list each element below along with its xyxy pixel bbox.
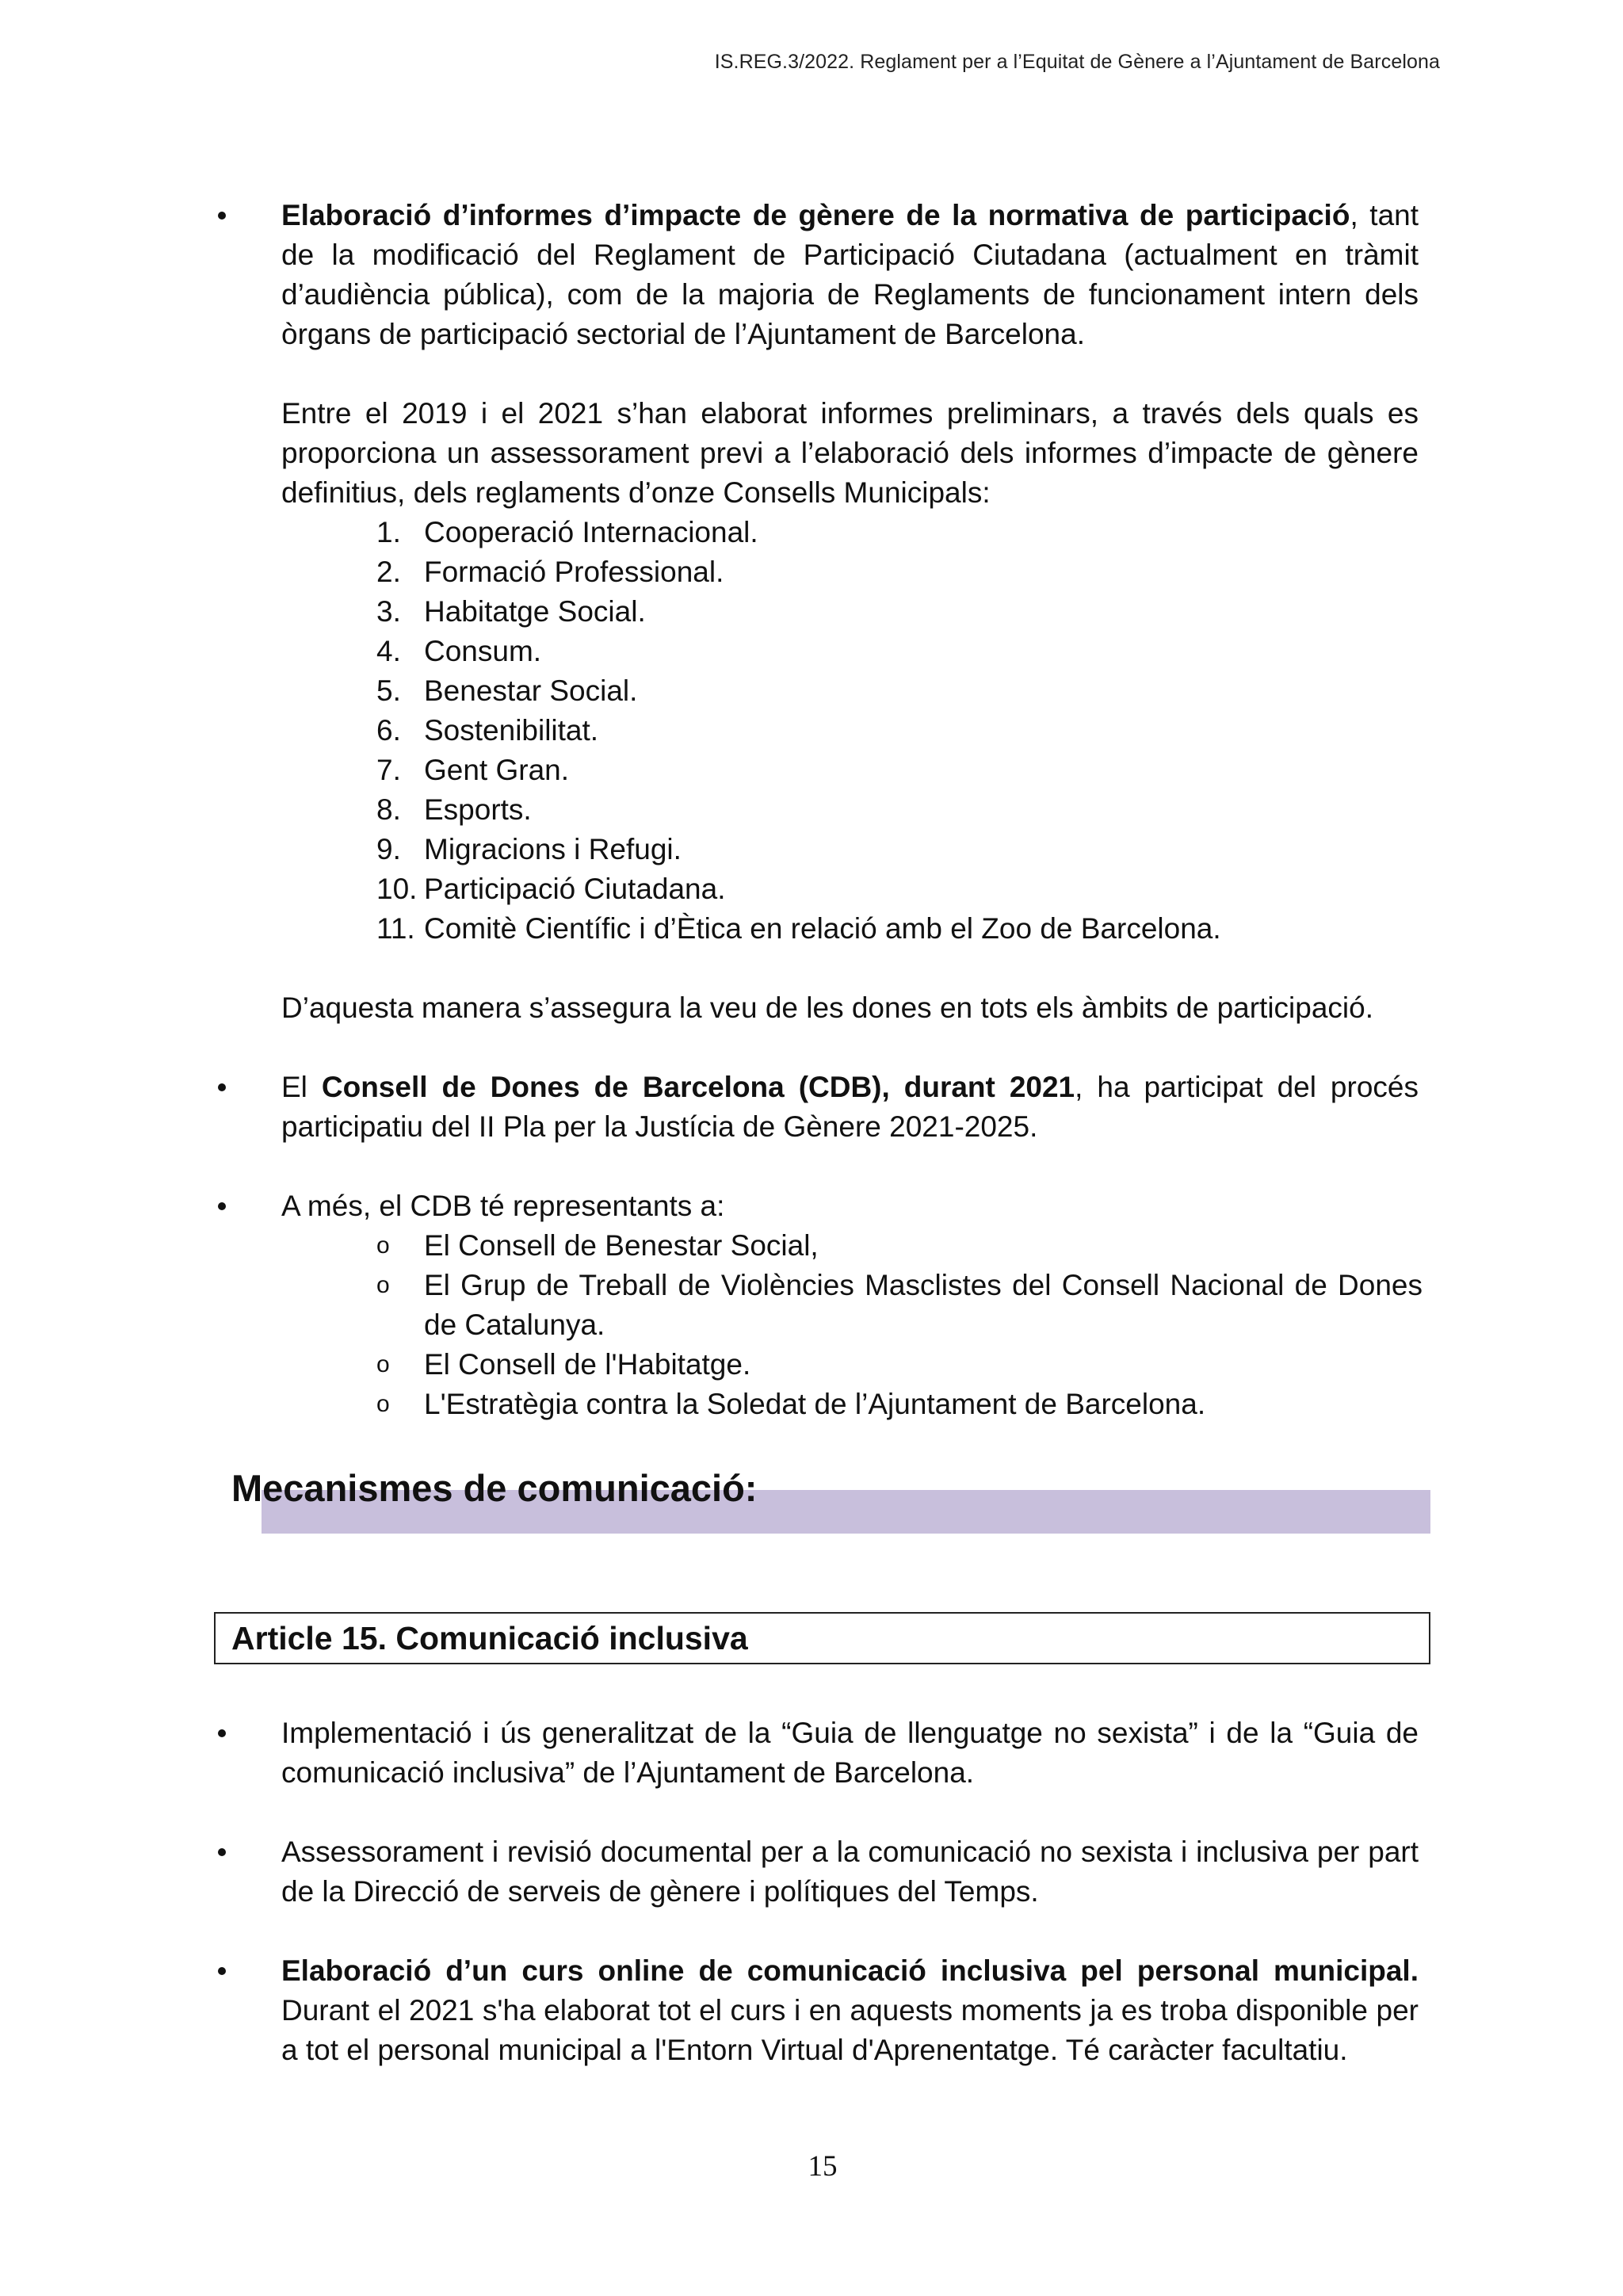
circle-bullet-icon: o: [376, 1351, 390, 1377]
list-item-text: Comitè Científic i d’Ètica en relació amb el Zoo de Barcelona.: [424, 912, 1221, 945]
list-item: [376, 1266, 1423, 1345]
article-title: Article 15. Comunicació inclusiva: [231, 1620, 748, 1656]
list-item: [376, 1226, 1423, 1266]
running-header: IS.REG.3/2022. Reglament per a l’Equitat de Gènere a l’Ajuntament de Barcelona: [714, 51, 1440, 73]
list-item-number: 11.: [376, 912, 415, 945]
list-item-number: 4.: [376, 635, 401, 667]
list-item-text: Esports.: [424, 793, 532, 826]
list-item-text: Habitatge Social.: [424, 595, 646, 628]
list-item-number: 9.: [376, 833, 401, 865]
bullet-paragraph: Implementació i ús generalitzat de la “Guia de llenguatge no sexista” i de la “Guia de comunicació inclusiva” de l’Ajuntament de Barcelona.: [281, 1717, 1419, 1789]
list-item-text: El Consell de l'Habitatge.: [424, 1348, 751, 1381]
bullet-text: [281, 1832, 1419, 1912]
paragraph-rest: Durant el 2021 s'ha elaborat tot el curs i en aquests moments ja es troba disponible per a tot el personal municipal a l'Entorn Virtual d'Aprenentatge. Té caràcter facultatiu.: [281, 1994, 1419, 2066]
list-item-text: El Consell de Benestar Social,: [424, 1229, 819, 1262]
list-item-number: 2.: [376, 556, 401, 588]
list-item-number: 10.: [376, 873, 418, 905]
list-item-text: Migracions i Refugi.: [424, 833, 682, 865]
list-item-text: Gent Gran.: [424, 754, 570, 786]
page-number: 15: [808, 2150, 838, 2183]
list-item-number: 1.: [376, 516, 401, 548]
bullet-text: A més, el CDB té representants a:: [281, 1190, 725, 1222]
circle-bullet-icon: o: [376, 1232, 390, 1259]
list-item-text: L'Estratègia contra la Soledat de l’Ajuntament de Barcelona.: [424, 1388, 1206, 1420]
bullet-text: [281, 1951, 1419, 2070]
bullet-icon: [218, 1083, 226, 1091]
list-item: [376, 1385, 1423, 1424]
list-item-number: 5.: [376, 674, 401, 707]
paragraph-rest: , tant de la modificació del Reglament de Participació Ciutadana (actualment en tràmit d’audiència pública), com de la majoria de Reglaments de funcionament intern dels òrgans de participació sectorial de l’Ajuntament de Barcelona.: [281, 199, 1419, 350]
paragraph-preliminary-reports: Entre el 2019 i el 2021 s’han elaborat informes preliminars, a través dels quals es proporciona un assessorament previ a l’elaboració dels informes d’impacte de gènere definitius, dels reglaments d’onze Consells Municipals:: [281, 397, 1419, 509]
circle-bullet-icon: o: [376, 1272, 390, 1298]
list-item-text: Consum.: [424, 635, 542, 667]
list-item-number: 7.: [376, 754, 401, 786]
bullet-icon: [218, 1729, 226, 1737]
paragraph-rest: , ha participat del procés participatiu del II Pla per la Justícia de Gènere 2021-2025.: [281, 1071, 1419, 1143]
bullet-icon: [218, 1202, 226, 1210]
list-item-text: Sostenibilitat.: [424, 714, 599, 747]
list-item-number: 8.: [376, 793, 401, 826]
text-prefix: El: [281, 1071, 322, 1103]
bold-lead: Consell de Dones de Barcelona (CDB), durant 2021: [321, 1071, 1075, 1103]
list-item-text: El Grup de Treball de Violències Masclistes del Consell Nacional de Dones de Catalunya.: [424, 1269, 1423, 1341]
bullet-icon: [218, 1967, 226, 1975]
list-item-text: Cooperació Internacional.: [424, 516, 758, 548]
section-heading: Mecanismes de comunicació:: [231, 1467, 758, 1509]
list-item-text: Participació Ciutadana.: [424, 873, 726, 905]
circle-bullet-icon: o: [376, 1391, 390, 1417]
list-item: [376, 1345, 1423, 1385]
closing-paragraph: D’aquesta manera s’assegura la veu de les dones en tots els àmbits de participació.: [281, 991, 1373, 1024]
list-item-text: Benestar Social.: [424, 674, 638, 707]
list-item-number: 6.: [376, 714, 401, 747]
bullet-icon: [218, 212, 226, 220]
bullet-icon: [218, 1848, 226, 1856]
list-item-text: Formació Professional.: [424, 556, 724, 588]
list-item-number: 3.: [376, 595, 401, 628]
bullet-text: [281, 196, 1419, 513]
bold-lead: Elaboració d’informes d’impacte de gènere de la normativa de participació: [281, 199, 1350, 231]
bold-lead: Elaboració d’un curs online de comunicació inclusiva pel personal municipal.: [281, 1954, 1419, 1987]
bullet-paragraph: Assessorament i revisió documental per a la comunicació no sexista i inclusiva per part de la Direcció de serveis de gènere i polítiques del Temps.: [281, 1836, 1419, 1908]
article-heading-box: [214, 1612, 1430, 1664]
bullet-text: [281, 1068, 1419, 1147]
representatives-list: [376, 1226, 1423, 1424]
bullet-text: [281, 1713, 1419, 1793]
